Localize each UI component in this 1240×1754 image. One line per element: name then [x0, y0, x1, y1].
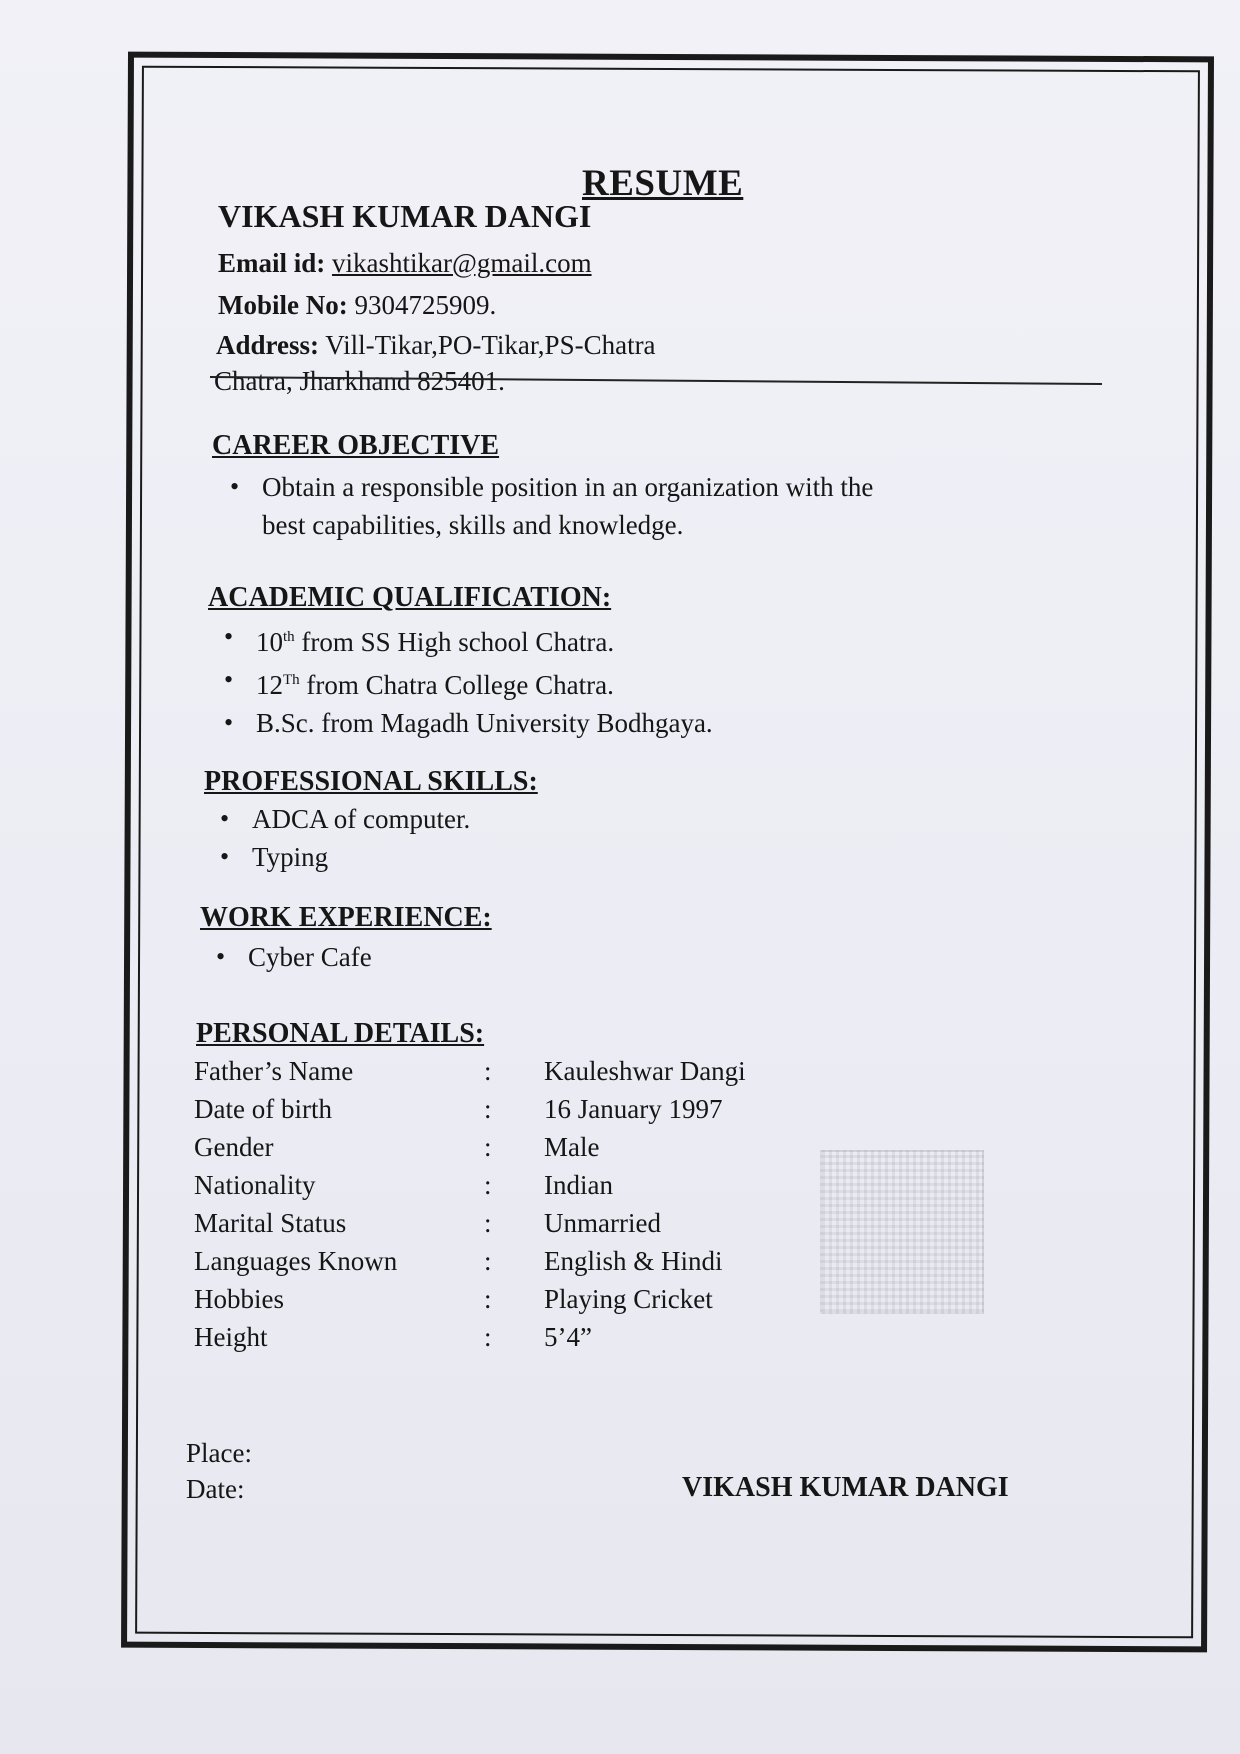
- personal-value: English & Hindi: [544, 1246, 723, 1276]
- academic-heading: ACADEMIC QUALIFICATION:: [208, 582, 612, 613]
- personal-value: Male: [544, 1132, 600, 1162]
- personal-row: [194, 1170, 894, 1206]
- personal-colon: :: [484, 1322, 492, 1352]
- personal-colon: :: [484, 1246, 492, 1276]
- personal-label: Date of birth: [194, 1094, 332, 1124]
- experience-item: • Cyber Cafe: [208, 938, 808, 976]
- personal-row: [194, 1284, 894, 1320]
- academic-item: • 12Th from Chatra College Chatra.: [216, 661, 916, 704]
- address-line: [216, 330, 656, 361]
- personal-value: 5’4”: [544, 1322, 592, 1352]
- resume-content: [186, 150, 1140, 1530]
- mobile-label: Mobile No:: [218, 290, 348, 320]
- personal-row: [194, 1208, 894, 1244]
- personal-value: 16 January 1997: [544, 1094, 723, 1124]
- skills-heading: PROFESSIONAL SKILLS:: [204, 766, 538, 797]
- personal-row: [194, 1132, 894, 1168]
- personal-value: Playing Cricket: [544, 1284, 713, 1314]
- personal-details-heading: PERSONAL DETAILS:: [196, 1018, 485, 1049]
- personal-details-table: [194, 1056, 894, 1376]
- personal-value: Unmarried: [544, 1208, 661, 1238]
- skill-item: • Typing: [212, 838, 812, 876]
- mobile-number: 9304725909.: [354, 290, 497, 320]
- email-label: Email id:: [218, 248, 326, 278]
- career-objective-list: [222, 468, 922, 544]
- personal-label: Nationality: [194, 1170, 316, 1200]
- candidate-name: VIKASH KUMAR DANGI: [218, 198, 592, 234]
- personal-colon: :: [484, 1094, 492, 1124]
- personal-label: Father’s Name: [194, 1056, 354, 1086]
- date-label: Date:: [186, 1474, 245, 1504]
- signature-name: VIKASH KUMAR DANGI: [682, 1472, 1009, 1503]
- personal-label: Height: [194, 1322, 268, 1352]
- resume-title: RESUME: [582, 163, 744, 204]
- personal-label: Marital Status: [194, 1208, 347, 1238]
- experience-list: [208, 938, 808, 976]
- address-line1: Vill-Tikar,PO-Tikar,PS-Chatra: [325, 330, 656, 360]
- personal-label: Hobbies: [194, 1284, 284, 1314]
- academic-item: • B.Sc. from Magadh University Bodhgaya.: [216, 704, 916, 742]
- experience-heading: WORK EXPERIENCE:: [200, 902, 492, 933]
- personal-colon: :: [484, 1208, 492, 1238]
- email-address[interactable]: vikashtikar@gmail.com: [332, 248, 592, 278]
- mobile-line: [218, 290, 496, 321]
- skills-list: [212, 800, 812, 876]
- personal-label: Gender: [194, 1132, 274, 1162]
- personal-colon: :: [484, 1056, 492, 1086]
- address-label: Address:: [216, 330, 320, 360]
- address-line2: Chatra, Jharkhand 825401.: [214, 366, 505, 396]
- career-objective-heading: CAREER OBJECTIVE: [212, 430, 500, 461]
- personal-colon: :: [484, 1132, 492, 1162]
- place-label: Place:: [186, 1438, 252, 1468]
- academic-list: [216, 618, 916, 742]
- email-line: [218, 248, 592, 279]
- career-objective-item: • Obtain a responsible position in an organization with the best capabilities, skills and knowledge.: [222, 468, 922, 544]
- personal-colon: :: [484, 1170, 492, 1200]
- personal-label: Languages Known: [194, 1246, 398, 1276]
- personal-row: [194, 1094, 894, 1130]
- personal-value: Indian: [544, 1170, 613, 1200]
- personal-value: Kauleshwar Dangi: [544, 1056, 746, 1086]
- personal-row: [194, 1246, 894, 1282]
- academic-item: • 10th from SS High school Chatra.: [216, 618, 916, 661]
- personal-row: [194, 1322, 894, 1358]
- personal-colon: :: [484, 1284, 492, 1314]
- personal-row: [194, 1056, 894, 1092]
- skill-item: • ADCA of computer.: [212, 800, 812, 838]
